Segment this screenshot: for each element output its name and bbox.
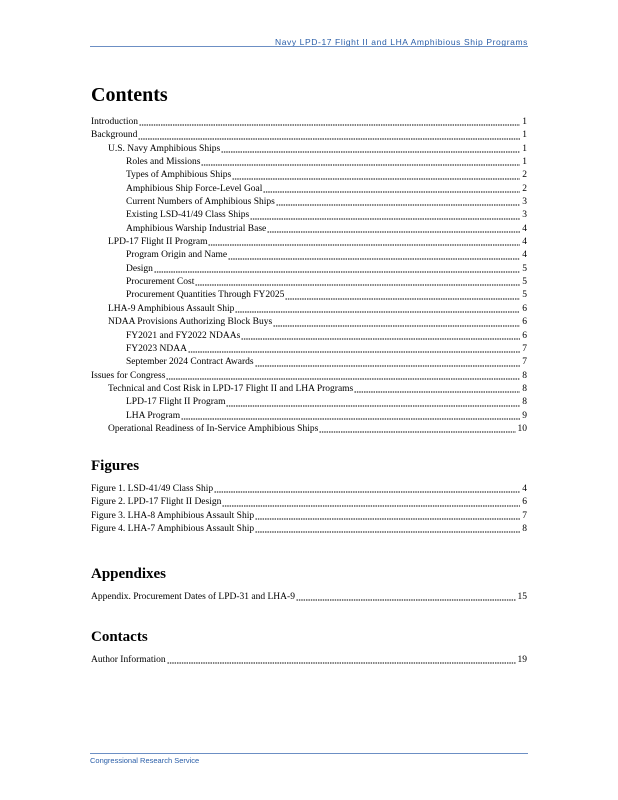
toc-entry-label: Introduction	[91, 117, 138, 127]
toc-entry-page: 3	[522, 210, 527, 221]
toc-entry-page: 1	[522, 130, 527, 141]
toc-entry[interactable]	[91, 356, 527, 369]
dot-leader	[167, 662, 516, 664]
toc-entry-page: 4	[522, 484, 527, 494]
toc-entry[interactable]	[91, 223, 527, 236]
toc-entry-label: Program Origin and Name	[126, 250, 228, 261]
toc-entry[interactable]	[91, 249, 527, 262]
dot-leader	[228, 258, 520, 260]
toc-entry[interactable]	[91, 263, 527, 276]
dot-leader	[232, 178, 520, 180]
dot-leader	[214, 491, 520, 493]
toc-entry-label: Amphibious Warship Industrial Base	[126, 223, 267, 234]
dot-leader	[222, 505, 520, 507]
toc-entry[interactable]	[91, 510, 527, 523]
toc-entry-label: LHA Program	[126, 410, 181, 421]
dot-leader	[263, 191, 520, 193]
dot-leader	[255, 365, 521, 367]
toc-entry[interactable]	[91, 654, 527, 667]
toc-entry-page: 5	[522, 277, 527, 288]
dot-leader	[221, 151, 520, 153]
toc-entry-page: 8	[522, 524, 527, 535]
toc-entry[interactable]	[91, 330, 527, 343]
toc-entry[interactable]	[91, 423, 527, 436]
toc-entry-page: 5	[522, 290, 527, 301]
toc-entry-label: Design	[126, 263, 153, 274]
toc-entry-page: 4	[522, 250, 527, 261]
toc-entry[interactable]	[91, 196, 527, 209]
toc-entry-page: 3	[522, 197, 527, 208]
toc-entry[interactable]	[91, 396, 527, 409]
toc-entry[interactable]	[91, 303, 527, 316]
toc-entry-page: 6	[522, 330, 527, 341]
figures-list	[91, 483, 527, 536]
toc-entry-page: 1	[522, 143, 527, 154]
dot-leader	[235, 311, 520, 313]
header-rule	[90, 46, 528, 47]
dot-leader	[138, 138, 520, 140]
toc-entry-page: 9	[522, 410, 527, 421]
dot-leader	[285, 298, 520, 300]
dot-leader	[276, 204, 520, 206]
toc-entry[interactable]	[91, 236, 527, 249]
dot-leader	[255, 518, 520, 520]
toc-entry-page: 6	[522, 317, 527, 328]
dot-leader	[139, 124, 520, 126]
toc-entry-label: FY2021 and FY2022 NDAAs	[126, 330, 241, 341]
toc-entry-label: Existing LSD-41/49 Class Ships	[126, 210, 250, 221]
toc-entry-page: 8	[522, 370, 527, 381]
dot-leader	[354, 391, 520, 393]
toc-entry-page: 1	[522, 157, 527, 168]
toc-entry-label: Technical and Cost Risk in LPD-17 Flight II and LHA Programs	[108, 383, 354, 394]
toc-entry-label: LPD-17 Flight II Program	[126, 397, 226, 408]
contents-heading: Contents	[91, 84, 168, 106]
toc-entry-label: Figure 1. LSD-41/49 Class Ship	[91, 484, 214, 494]
toc-entry-page: 2	[522, 170, 527, 181]
toc-entry-label: NDAA Provisions Authorizing Block Buys	[108, 317, 273, 328]
toc-entry-page: 8	[522, 397, 527, 408]
toc-entry-page: 19	[517, 655, 527, 665]
toc-entry[interactable]	[91, 129, 527, 142]
toc-entry[interactable]	[91, 276, 527, 289]
figures-heading: Figures	[91, 458, 140, 474]
dot-leader	[195, 284, 520, 286]
toc-entry-label: Types of Amphibious Ships	[126, 170, 232, 181]
toc-entry-page: 7	[522, 357, 527, 368]
toc-entry[interactable]	[91, 116, 527, 129]
toc-entry-page: 5	[522, 263, 527, 274]
toc-entry-label: Procurement Cost	[126, 277, 195, 288]
toc-entry-label: LPD-17 Flight II Program	[108, 237, 208, 248]
toc-entry[interactable]	[91, 483, 527, 496]
toc-entry-page: 8	[522, 383, 527, 394]
toc-entry-page: 7	[522, 510, 527, 521]
toc-entry-page: 1	[522, 117, 527, 127]
contacts-heading: Contacts	[91, 629, 148, 645]
dot-leader	[273, 325, 520, 327]
toc-entry-label: Background	[91, 130, 138, 141]
contents-list	[91, 116, 527, 436]
toc-entry-label: Figure 3. LHA-8 Amphibious Assault Ship	[91, 510, 255, 521]
toc-entry[interactable]	[91, 169, 527, 182]
appendixes-list	[91, 591, 527, 604]
toc-entry-label: FY2023 NDAA	[126, 343, 187, 354]
dot-leader	[255, 531, 520, 533]
toc-entry[interactable]	[91, 156, 527, 169]
dot-leader	[166, 378, 520, 380]
contacts-list	[91, 654, 527, 667]
toc-entry-label: Operational Readiness of In-Service Amphibious Ships	[108, 423, 319, 434]
toc-entry-label: Roles and Missions	[126, 157, 201, 168]
toc-entry-label: Figure 2. LPD-17 Flight II Design	[91, 497, 222, 508]
dot-leader	[181, 418, 520, 420]
toc-entry[interactable]	[91, 370, 527, 383]
toc-entry-label: Current Numbers of Amphibious Ships	[126, 197, 275, 208]
toc-entry[interactable]	[91, 496, 527, 509]
toc-entry-page: 15	[517, 592, 527, 602]
dot-leader	[201, 164, 520, 166]
toc-entry[interactable]	[91, 523, 527, 536]
running-header-title: Navy LPD-17 Flight II and LHA Amphibious Ship Programs	[274, 37, 528, 47]
toc-entry-page: 6	[522, 303, 527, 314]
dot-leader	[250, 218, 520, 220]
dot-leader	[208, 244, 520, 246]
toc-entry[interactable]	[91, 591, 527, 604]
toc-entry-label: Issues for Congress	[91, 370, 166, 381]
footer-rule	[90, 753, 528, 754]
toc-entry-page: 7	[522, 343, 527, 354]
toc-entry[interactable]	[91, 289, 527, 302]
toc-entry-label: September 2024 Contract Awards	[126, 357, 254, 368]
toc-entry[interactable]	[91, 343, 527, 356]
toc-entry[interactable]	[91, 383, 527, 396]
toc-entry-label: U.S. Navy Amphibious Ships	[108, 143, 221, 154]
dot-leader	[267, 231, 520, 233]
toc-entry[interactable]	[91, 183, 527, 196]
toc-entry-page: 4	[522, 223, 527, 234]
toc-entry-label: Figure 4. LHA-7 Amphibious Assault Ship	[91, 524, 255, 535]
toc-entry[interactable]	[91, 209, 527, 222]
toc-entry[interactable]	[91, 143, 527, 156]
toc-entry-label: Procurement Quantities Through FY2025	[126, 290, 285, 301]
toc-entry-label: LHA-9 Amphibious Assault Ship	[108, 303, 235, 314]
dot-leader	[226, 405, 520, 407]
dot-leader	[296, 599, 516, 601]
toc-entry-page: 6	[522, 497, 527, 508]
dot-leader	[188, 351, 520, 353]
dot-leader	[319, 431, 515, 433]
toc-entry-label: Amphibious Ship Force-Level Goal	[126, 183, 263, 194]
footer-text: Congressional Research Service	[90, 756, 200, 765]
toc-entry[interactable]	[91, 316, 527, 329]
toc-entry-page: 2	[522, 183, 527, 194]
toc-entry[interactable]	[91, 410, 527, 423]
toc-entry-label: Author Information	[91, 655, 166, 665]
appendixes-heading: Appendixes	[91, 566, 167, 582]
dot-leader	[154, 271, 520, 273]
toc-entry-page: 10	[517, 423, 527, 434]
toc-entry-label: Appendix. Procurement Dates of LPD-31 and LHA-9	[91, 592, 295, 602]
toc-entry-page: 4	[522, 237, 527, 248]
dot-leader	[241, 338, 520, 340]
